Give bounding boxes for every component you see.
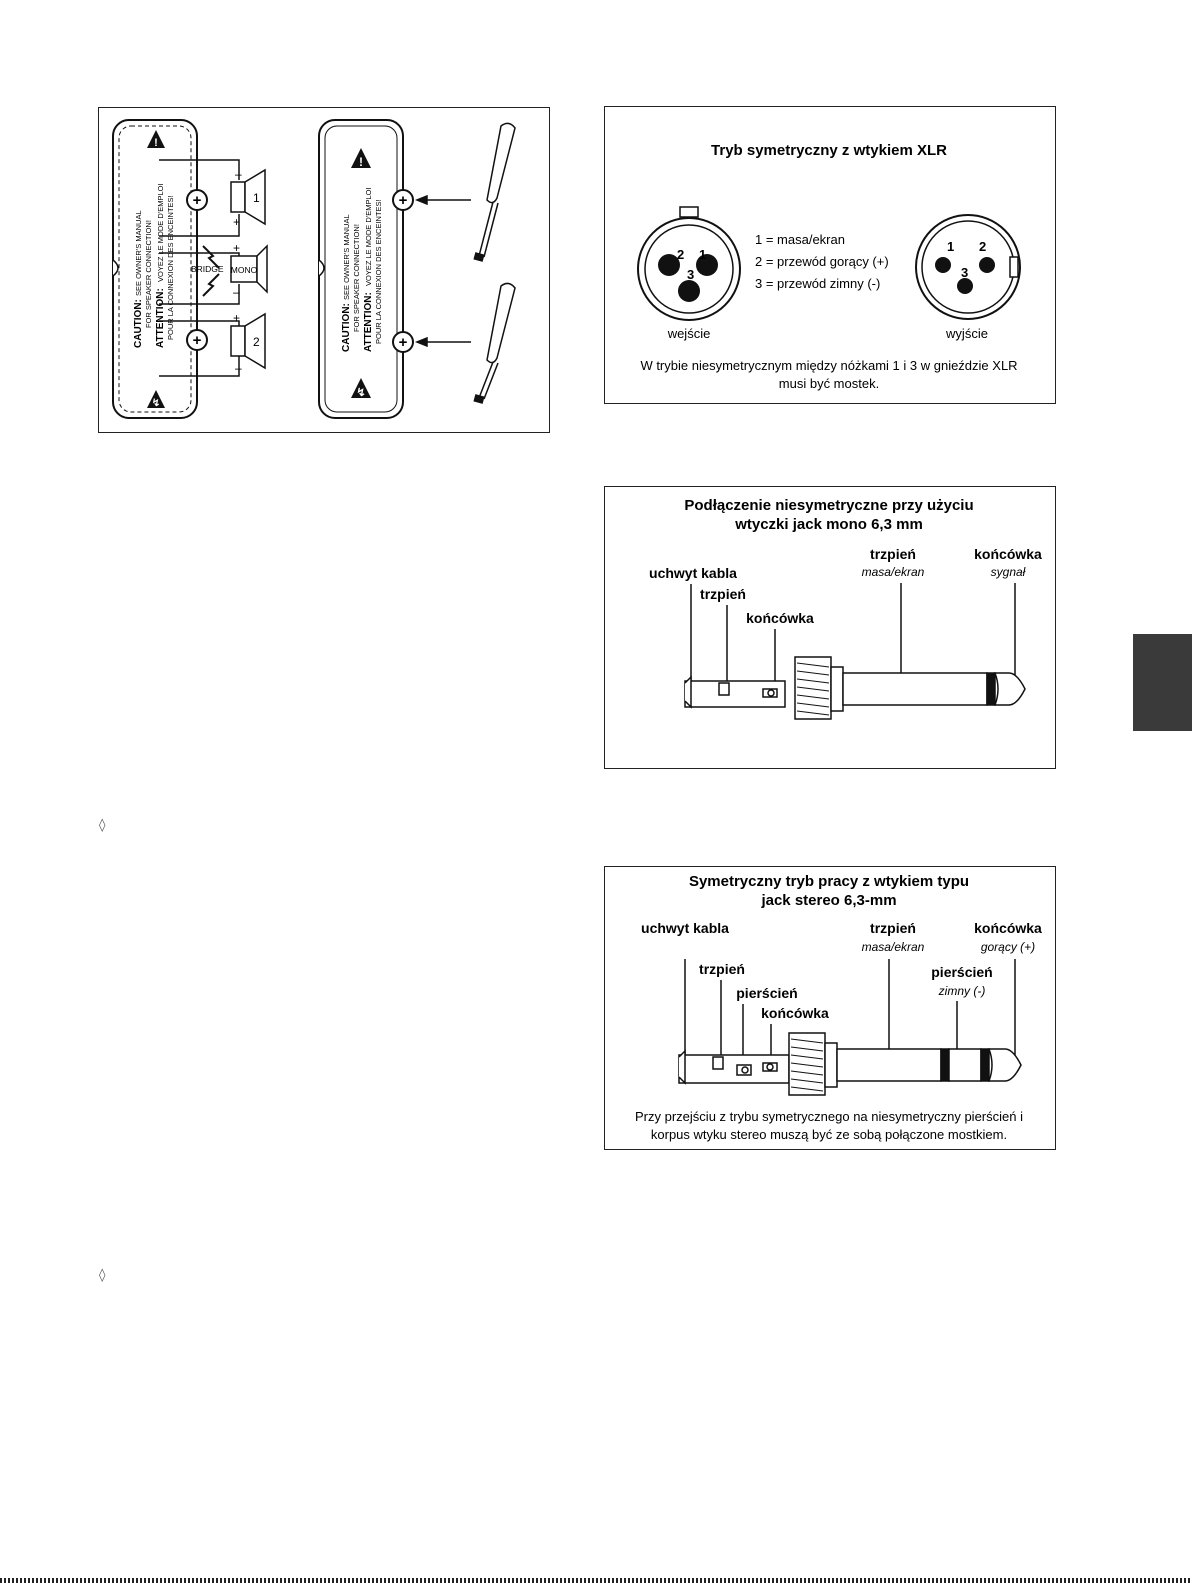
stereo-sleeve-left-label: trzpień bbox=[699, 961, 745, 977]
mono-jack-plug-icon bbox=[685, 657, 1025, 719]
xlr-legend-pin3: 3 = przewód zimny (-) bbox=[755, 276, 881, 291]
svg-text:2: 2 bbox=[979, 239, 987, 254]
screwdriver-arrows bbox=[417, 196, 471, 346]
svg-text:2: 2 bbox=[677, 247, 685, 262]
screwdriver-icon bbox=[474, 123, 515, 261]
xlr-title: Tryb symetryczny z wtykiem XLR bbox=[711, 142, 947, 159]
speaker-mono-icon bbox=[191, 241, 267, 299]
bullet-diamond-icon: ◊ bbox=[99, 818, 106, 833]
xlr-legend-pin1: 1 = masa/ekran bbox=[755, 232, 845, 247]
svg-text:POUR LA CONNEXION DES ENCEINTE: POUR LA CONNEXION DES ENCEINTES! bbox=[374, 199, 383, 344]
stereo-sleeve-right-label: trzpień bbox=[870, 920, 916, 936]
svg-text:SEE OWNER'S MANUAL: SEE OWNER'S MANUAL bbox=[342, 214, 351, 300]
stereo-tip-right-sub: gorący (+) bbox=[980, 940, 1036, 954]
mono-label: MONO bbox=[230, 265, 258, 275]
attention-text: VOYEZ LE MODE D'EMPLOI bbox=[156, 183, 165, 282]
speaker-1-label: 1 bbox=[253, 191, 260, 205]
speaker-1-icon bbox=[231, 167, 265, 229]
mono-sleeve-right-label: trzpień bbox=[870, 546, 916, 562]
svg-text:–: – bbox=[233, 285, 240, 299]
stereo-jack-panel bbox=[604, 866, 1056, 1150]
bridge-lightning-icon bbox=[203, 274, 219, 296]
svg-text:+: + bbox=[398, 192, 408, 209]
speaker-2-icon bbox=[231, 311, 265, 375]
bullet-diamond-icon: ◊ bbox=[99, 1268, 106, 1283]
svg-text:!: ! bbox=[359, 155, 363, 169]
stereo-cable-grip-label: uchwyt kabla bbox=[641, 920, 729, 936]
speaker-connection-diagram bbox=[99, 108, 548, 431]
mono-sleeve-left-label: trzpień bbox=[700, 586, 746, 602]
bottom-rule bbox=[0, 1578, 1192, 1583]
xlr-input-connector-icon bbox=[638, 207, 740, 320]
section-tab bbox=[1133, 634, 1192, 731]
bridge-label: BRIDGE bbox=[191, 264, 224, 274]
svg-text:ATTENTION:: ATTENTION: bbox=[363, 292, 374, 352]
stereo-note-line-1: Przy przejściu z trybu symetrycznego na niesymetryczny pierścień i bbox=[635, 1109, 1023, 1124]
stereo-jack-plug-icon bbox=[679, 1033, 1021, 1095]
svg-text:FOR SPEAKER CONNECTION!: FOR SPEAKER CONNECTION! bbox=[352, 224, 361, 332]
svg-text:↯: ↯ bbox=[356, 387, 366, 399]
mono-tip-left-label: końcówka bbox=[746, 610, 814, 626]
xlr-output-connector-icon bbox=[916, 215, 1020, 319]
mono-cable-grip-label: uchwyt kabla bbox=[649, 565, 737, 581]
screwdriver-icon bbox=[474, 283, 515, 403]
svg-text:↯: ↯ bbox=[151, 398, 161, 409]
stereo-ring-right-label: pierścień bbox=[931, 964, 993, 980]
svg-text:+: + bbox=[192, 332, 202, 349]
caution-label: CAUTION: bbox=[133, 299, 144, 348]
mono-sleeve-right-sub: masa/ekran bbox=[861, 565, 925, 579]
svg-text:–: – bbox=[235, 361, 242, 375]
xlr-note-line-2: musi być mostek. bbox=[778, 376, 880, 391]
mono-tip-right-label: końcówka bbox=[974, 546, 1042, 562]
svg-text:1: 1 bbox=[947, 239, 955, 254]
mono-title-line-1: Podłączenie niesymetryczne przy użyciu bbox=[684, 497, 974, 514]
svg-text:VOYEZ LE MODE D'EMPLOI: VOYEZ LE MODE D'EMPLOI bbox=[364, 187, 373, 286]
svg-text:!: ! bbox=[154, 137, 158, 149]
xlr-output-label: wyjście bbox=[946, 326, 988, 341]
mono-title-line-2: wtyczki jack mono 6,3 mm bbox=[735, 516, 923, 533]
stereo-ring-left-label: pierścień bbox=[736, 985, 798, 1001]
mono-tip-right-sub: sygnał bbox=[990, 565, 1026, 579]
svg-text:+: + bbox=[398, 334, 408, 351]
mono-jack-panel bbox=[604, 486, 1056, 769]
stereo-ring-right-sub: zimny (-) bbox=[938, 984, 986, 998]
svg-text:+: + bbox=[192, 192, 202, 209]
xlr-panel bbox=[604, 106, 1056, 404]
caution-text: SEE OWNER'S MANUAL bbox=[134, 210, 143, 296]
right-terminal-cover bbox=[319, 120, 413, 418]
speaker-connection-panel bbox=[98, 107, 550, 433]
stereo-tip-left-label: końcówka bbox=[761, 1005, 829, 1021]
svg-text:+: + bbox=[233, 241, 241, 255]
stereo-note-line-2: korpus wtyku stereo muszą być ze sobą połączone mostkiem. bbox=[650, 1127, 1008, 1142]
svg-text:3: 3 bbox=[687, 267, 695, 282]
svg-text:+: + bbox=[233, 215, 241, 229]
attention-label: ATTENTION: bbox=[155, 288, 166, 348]
stereo-title-line-2: jack stereo 6,3-mm bbox=[761, 892, 897, 909]
stereo-sleeve-right-sub: masa/ekran bbox=[861, 940, 925, 954]
svg-text:–: – bbox=[235, 167, 242, 181]
svg-text:CAUTION:: CAUTION: bbox=[341, 303, 352, 352]
caution-text-2: FOR SPEAKER CONNECTION! bbox=[144, 220, 153, 328]
svg-text:1: 1 bbox=[699, 247, 707, 262]
attention-text-2: POUR LA CONNEXION DES ENCEINTES! bbox=[166, 195, 175, 340]
xlr-note-line-1: W trybie niesymetrycznym między nóżkami 1 i 3 w gnieździe XLR bbox=[640, 358, 1018, 373]
xlr-legend-pin2: 2 = przewód gorący (+) bbox=[755, 254, 889, 269]
svg-text:3: 3 bbox=[961, 265, 969, 280]
speaker-2-label: 2 bbox=[253, 335, 260, 349]
stereo-title-line-1: Symetryczny tryb pracy z wtykiem typu bbox=[688, 873, 970, 890]
stereo-tip-right-label: końcówka bbox=[974, 920, 1042, 936]
svg-text:+: + bbox=[233, 311, 241, 325]
xlr-input-label: wejście bbox=[667, 326, 711, 341]
